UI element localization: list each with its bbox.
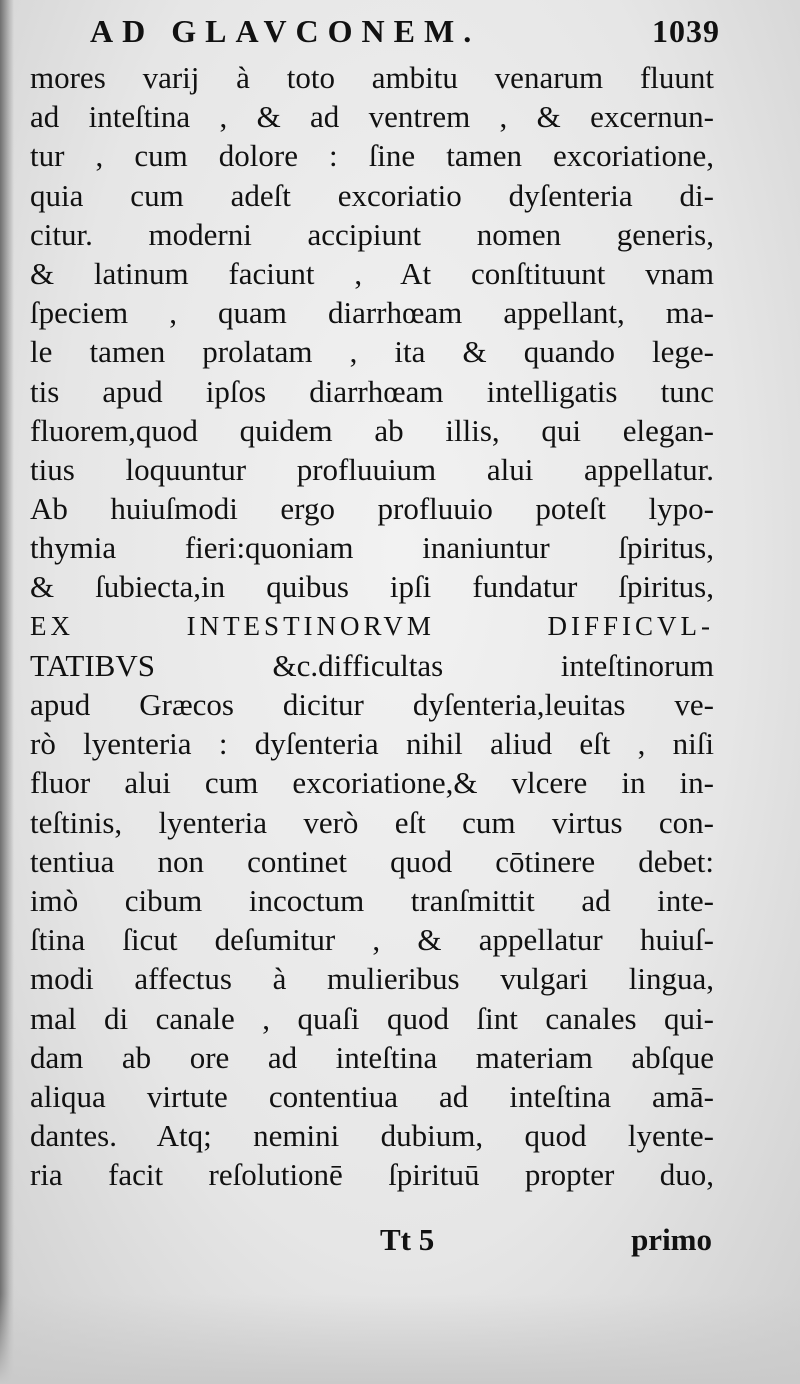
text-line: apud Græcos dicitur dyſenteria,leuitas ve-: [30, 687, 714, 722]
text-line: mal di canale , quaſi quod ſint canales qui-: [30, 1000, 714, 1036]
text-line: tentiua non continet quod cōtinere debet:: [30, 843, 714, 879]
text-line: imò cibum incoctum tranſmittit ad inte-: [30, 882, 714, 918]
text-line: tius loquuntur profluuium alui appellatur.: [30, 451, 714, 487]
text-line: fluorem,quod quidem ab illis, qui elegan-: [30, 412, 714, 448]
running-head: [90, 8, 720, 54]
running-title: AD GLAVCONEM.: [90, 12, 481, 49]
text-line: & ſubiecta,in quibus ipſi fundatur ſpiritus,: [30, 569, 714, 605]
page-number: 1039: [652, 12, 720, 49]
body-text: [30, 58, 714, 1194]
text-line: dantes. Atq; nemini dubium, quod lyente-: [30, 1118, 714, 1154]
text-line: & latinum faciunt , At conſtituunt vnam: [30, 255, 714, 291]
page-gutter-shadow: [0, 0, 14, 1384]
catchword: primo: [631, 1222, 712, 1257]
text-line: quia cum adeſt excoriatio dyſenteria di-: [30, 177, 714, 213]
text-line: thymia fieri:quoniam inaniuntur ſpiritus,: [30, 530, 714, 566]
text-line: modi affectus à mulieribus vulgari lingua,: [30, 961, 714, 997]
text-line: aliqua virtute contentiua ad inteſtina amā-: [30, 1078, 714, 1114]
text-line: tur , cum dolore : ſine tamen excoriatione,: [30, 138, 714, 174]
text-line: mores varij à toto ambitu venarum fluunt: [30, 60, 714, 95]
signature-mark: Tt 5: [380, 1222, 435, 1257]
text-line: ſpeciem , quam diarrhœam appellant, ma-: [30, 295, 714, 331]
text-line: rò lyenteria : dyſenteria nihil aliud eſt , niſi: [30, 726, 714, 762]
text-line: ria facit reſolutionē ſpirituū propter duo,: [30, 1157, 714, 1193]
text-line: ad inteſtina , & ad ventrem , & excernun-: [30, 99, 714, 135]
text-line: fluor alui cum excoriatione,& vlcere in in-: [30, 765, 714, 801]
text-line: teſtinis, lyenteria verò eſt cum virtus con-: [30, 804, 714, 840]
text-line: tis apud ipſos diarrhœam intelligatis tunc: [30, 373, 714, 409]
text-line: le tamen prolatam , ita & quando lege-: [30, 334, 714, 370]
text-line: EX INTESTINORVM DIFFICVL-: [30, 610, 714, 641]
text-line: ſtina ſicut deſumitur , & appellatur huiuſ-: [30, 922, 714, 958]
text-line: TATIBVS &c.difficultas inteſtinorum: [30, 647, 714, 683]
page-footer: [380, 1222, 712, 1262]
page-bottom-shadow: [0, 1294, 800, 1384]
text-line: Ab huiuſmodi ergo profluuio poteſt lypo-: [30, 491, 714, 527]
text-line: citur. moderni accipiunt nomen generis,: [30, 216, 714, 252]
text-line: dam ab ore ad inteſtina materiam abſque: [30, 1039, 714, 1075]
